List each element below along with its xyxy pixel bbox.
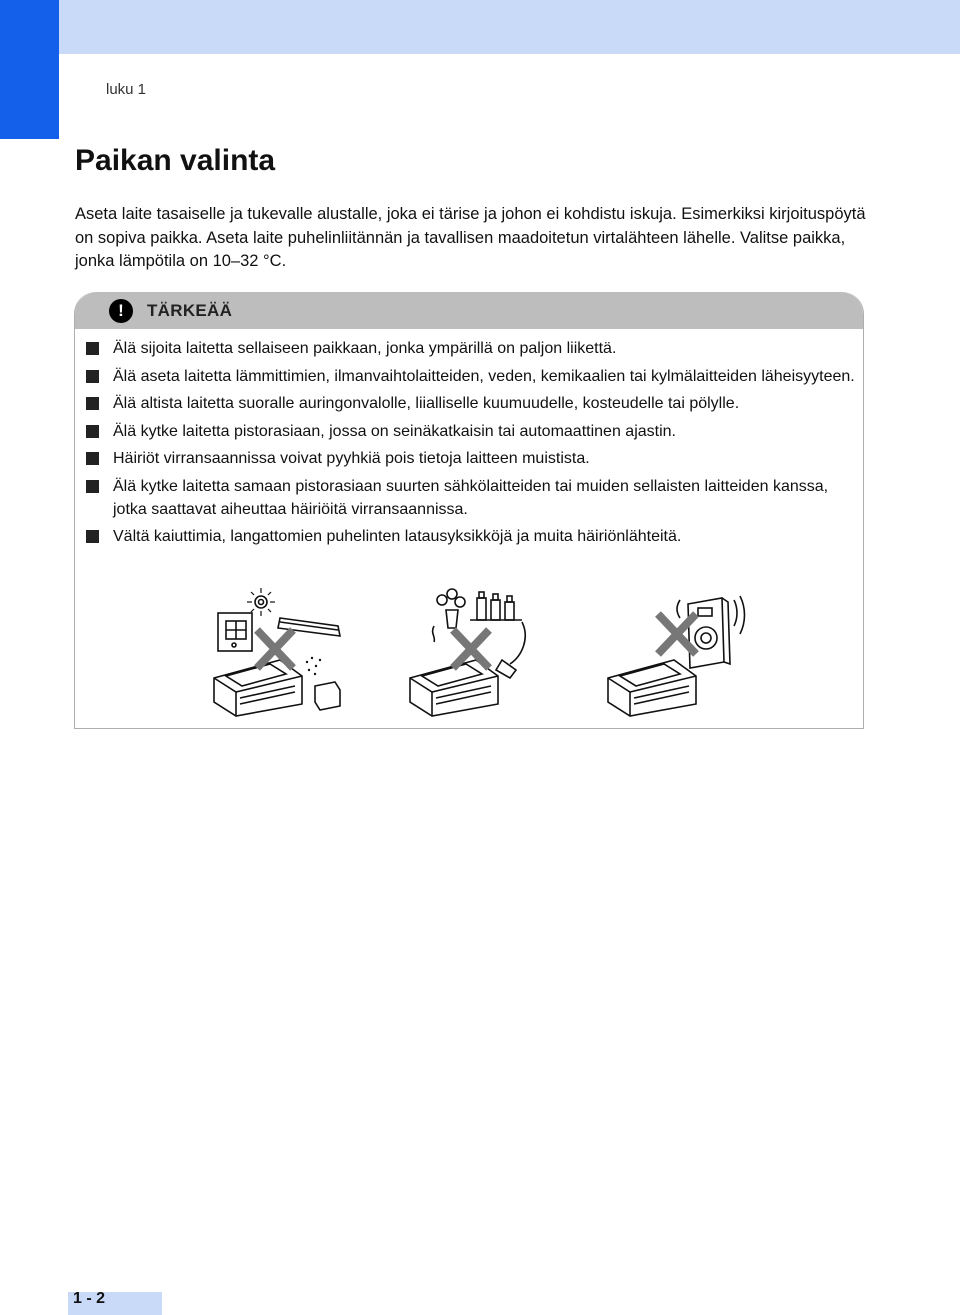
square-bullet-icon	[86, 452, 99, 465]
list-item-text: Älä kytke laitetta samaan pistorasiaan suurten sähkölaitteiden tai muiden sellaisten laitteiden kanssa, jotka saattavat aiheuttaa häiriöitä virransaannissa.	[113, 477, 829, 518]
list-item-text: Älä sijoita laitetta sellaiseen paikkaan, jonka ympärillä on paljon liikettä.	[113, 340, 617, 357]
chapter-tab	[0, 0, 59, 139]
square-bullet-icon	[86, 425, 99, 438]
page-number: 1 - 2	[73, 1290, 106, 1307]
square-bullet-icon	[86, 397, 99, 410]
printer-near-heater-sun-icon	[214, 588, 340, 716]
list-item	[86, 392, 856, 415]
list-item	[86, 447, 856, 470]
list-item-text: Häiriöt virransaannissa voivat pyyhkiä pois tietoja laitteen muistista.	[113, 450, 590, 467]
printer-near-water-chemicals-icon	[410, 589, 525, 716]
square-bullet-icon	[86, 370, 99, 383]
list-item	[86, 525, 856, 548]
section-title: Paikan valinta	[75, 144, 276, 177]
placement-illustrations	[130, 578, 770, 718]
top-band	[0, 0, 960, 54]
list-item-text: Vältä kaiuttimia, langattomien puhelinten latausyksikköjä ja muita häiriönlähteitä.	[113, 528, 682, 545]
important-list	[86, 337, 856, 553]
printer-near-speaker-icon	[608, 596, 745, 716]
list-item-text: Älä kytke laitetta pistorasiaan, jossa on seinäkatkaisin tai automaattinen ajastin.	[113, 422, 676, 440]
list-item	[86, 337, 856, 360]
important-header	[75, 292, 863, 329]
list-item	[86, 475, 856, 521]
list-item	[86, 420, 856, 443]
square-bullet-icon	[86, 530, 99, 543]
square-bullet-icon	[86, 480, 99, 493]
square-bullet-icon	[86, 342, 99, 355]
important-label: TÄRKEÄÄ	[147, 301, 233, 320]
list-item-text: Älä aseta laitetta lämmittimien, ilmanvaihtolaitteiden, veden, kemikaalien tai kylmälaitteiden läheisyyteen.	[113, 367, 855, 385]
list-item-text: Älä altista laitetta suoralle auringonvalolle, liialliselle kuumuudelle, kosteudelle tai pölylle.	[113, 395, 740, 412]
chapter-label: luku 1	[106, 81, 147, 98]
intro-paragraph: Aseta laite tasaiselle ja tukevalle alustalle, joka ei tärise ja johon ei kohdistu iskuja. Esimerkiksi kirjoituspöytä on sopiva paikka. Aseta laite puhelinliitännän ja tavallisen maadoitetun virtalähteen lähelle. Valitse paikka, jonka lämpötila on 10–32 °C.	[75, 205, 866, 270]
exclamation-icon: !	[109, 299, 133, 323]
list-item	[86, 365, 856, 388]
